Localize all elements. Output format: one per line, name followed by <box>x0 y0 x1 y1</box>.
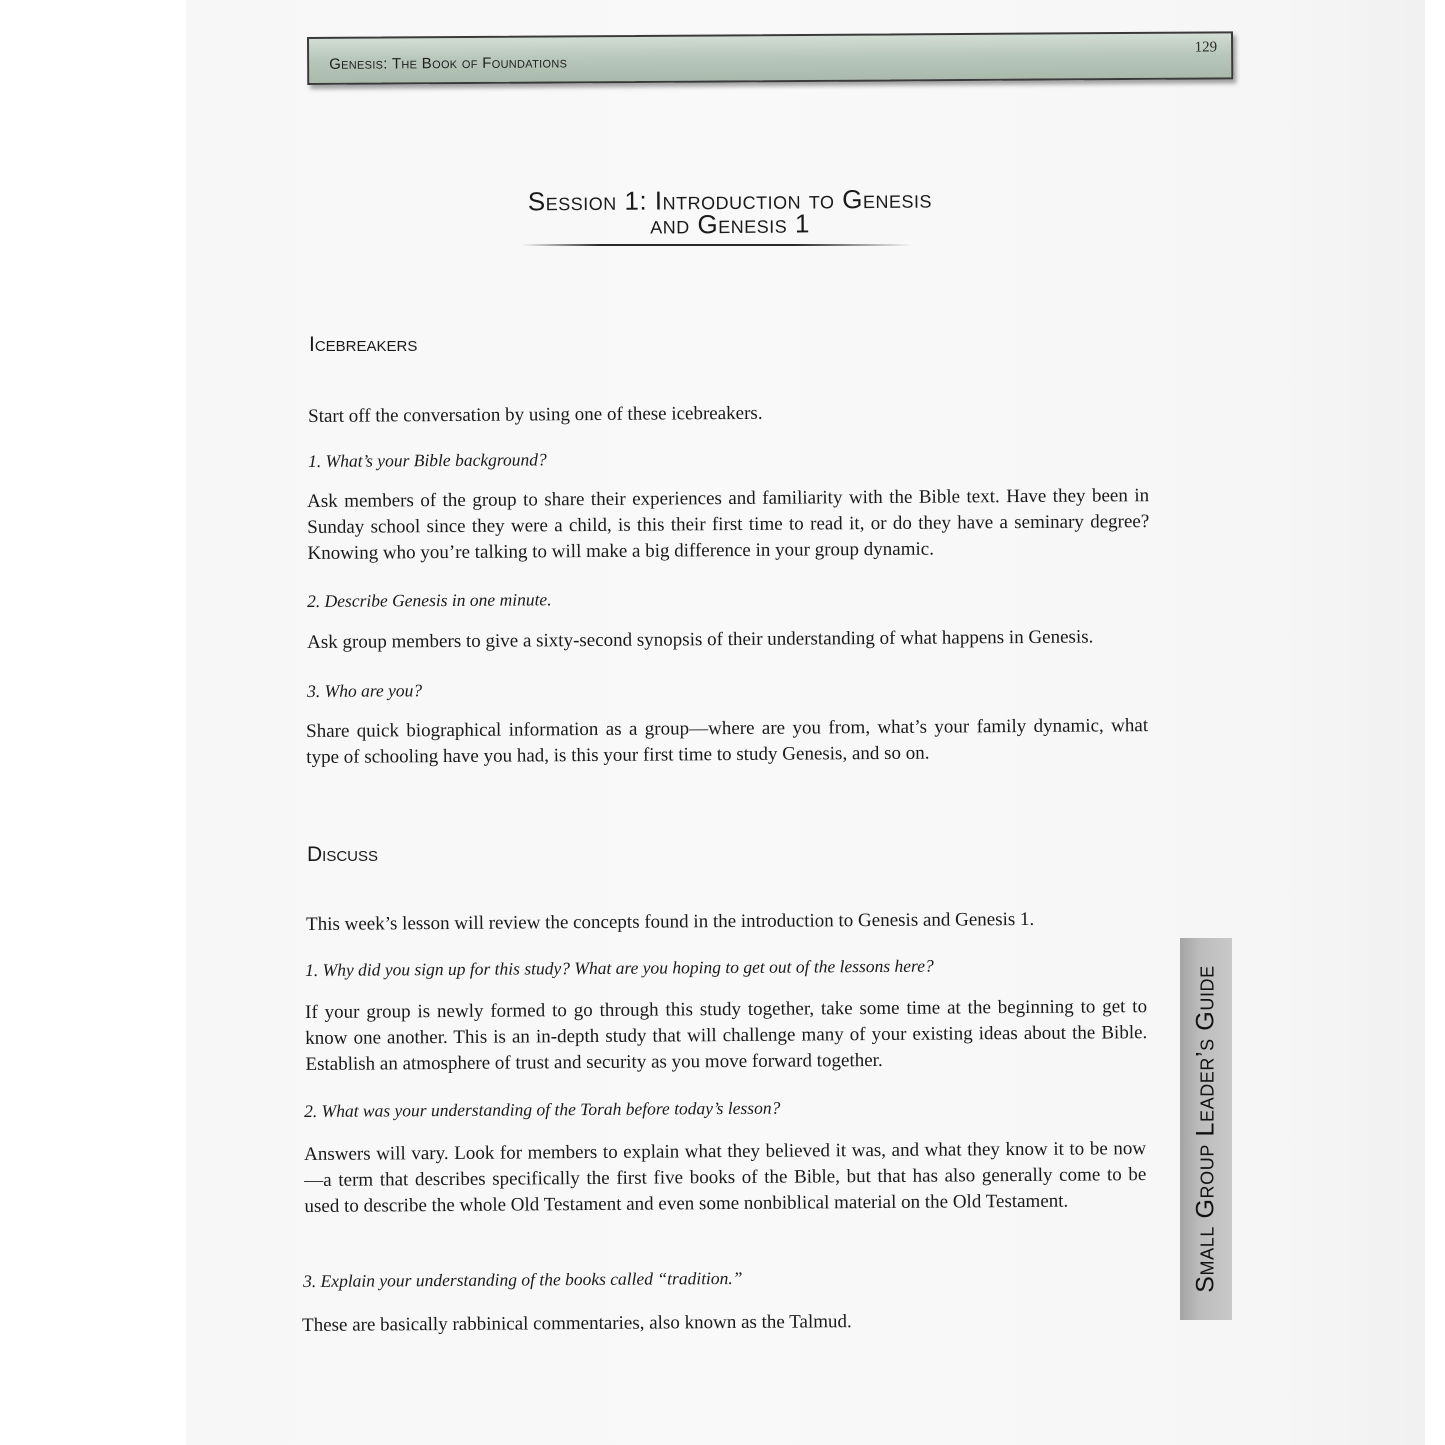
icebreaker-answer-1: Ask members of the group to share their experiences and familiarity with the Bible text. Have they been in Sunday school since they were a child, is this their first time to read it, or do they have a seminary degree? Knowing who you’re talking to will make a big difference in your group dynamic. <box>307 485 1150 564</box>
book-title: Genesis: The Book of Foundations <box>329 54 568 73</box>
running-header <box>307 31 1233 85</box>
title-underline <box>522 244 912 246</box>
icebreaker-question-2: 2. Describe Genesis in one minute. <box>307 589 552 611</box>
discuss-question-2: 2. What was your understanding of the Torah before today’s lesson? <box>304 1097 781 1121</box>
page-margin-left <box>0 0 186 1445</box>
session-title <box>430 183 1030 240</box>
icebreakers-heading: Icebreakers <box>309 333 418 356</box>
page-number: 129 <box>1194 39 1218 56</box>
discuss-answer-1: If your group is newly formed to go through this study together, take some time at the beginning to get to know one another. This is an in-depth study that will challenge many of your existing ideas about the Bible. Establish an atmosphere of trust and security as you move forward together. <box>305 996 1148 1075</box>
icebreakers-intro: Start off the conversation by using one of these icebreakers. <box>308 402 763 427</box>
icebreaker-question-1: 1. What’s your Bible background? <box>308 449 547 471</box>
side-tab-label: Small Group Leader’s Guide <box>1191 965 1220 1293</box>
icebreaker-answer-2: Ask group members to give a sixty-second synopsis of their understanding of what happens in Genesis. <box>307 626 1094 653</box>
discuss-question-3: 3. Explain your understanding of the books called “tradition.” <box>303 1267 743 1291</box>
page-margin-right <box>1425 0 1445 1445</box>
discuss-intro: This week’s lesson will review the concepts found in the introduction to Genesis and Genesis 1. <box>306 908 1035 935</box>
icebreaker-question-3: 3. Who are you? <box>307 680 423 701</box>
session-title-line1: Session 1: Introduction to Genesis <box>527 183 933 217</box>
discuss-question-1: 1. Why did you sign up for this study? What are you hoping to get out of the lessons here? <box>305 955 934 980</box>
discuss-heading: Discuss <box>307 843 379 866</box>
icebreaker-answer-3: Share quick biographical information as a group—where are you from, what’s your family dynamic, what type of schooling have you had, is this your first time to study Genesis, and so on. <box>306 715 1149 768</box>
discuss-answer-2: Answers will vary. Look for members to explain what they believed it was, and what they know it to be now—a term that describes specifically the first five books of the Bible, but that has also generally come to be used to describe the whole Old Testament and even some nonbiblical material on the Old Testament. <box>304 1138 1147 1217</box>
discuss-answer-3: These are basically rabbinical commentaries, also known as the Talmud. <box>302 1311 852 1336</box>
session-title-line2: and Genesis 1 <box>650 208 811 240</box>
